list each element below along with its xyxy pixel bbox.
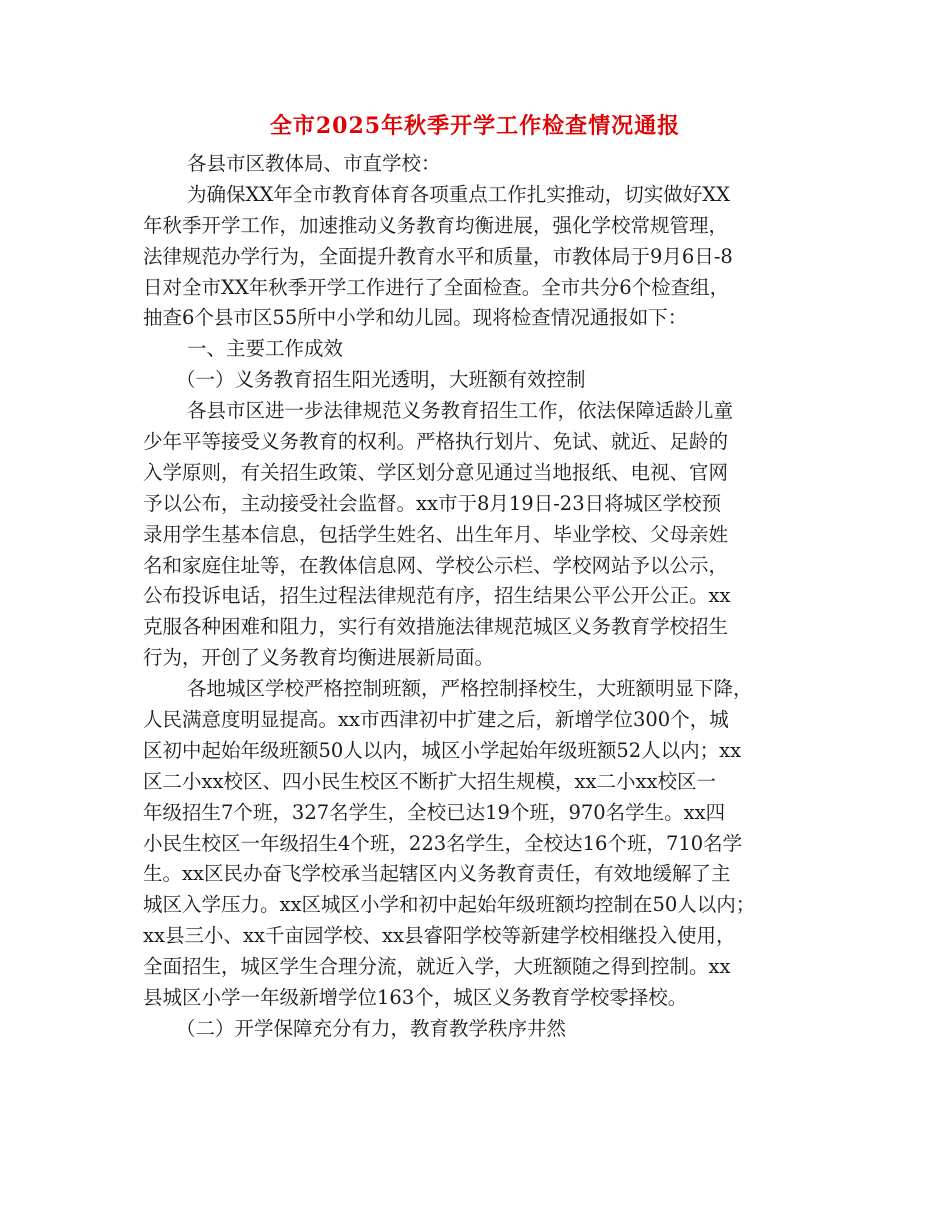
paragraph-line: 克服各种困难和阻力，实行有效措施法律规范城区义务教育学校招生 [143,615,729,639]
intro-paragraph [143,180,815,334]
intro-line: 日对全市XX年秋季开学工作进行了全面检查。全市共分6个检查组， [143,275,730,299]
body-paragraph-2 [143,674,815,1014]
subsection-heading: （一）义务教育招生阳光透明，大班额有效控制 [176,368,586,392]
intro-line: 年秋季开学工作，加速推动义务教育均衡进展，强化学校常规管理， [143,213,729,237]
paragraph-line: 县城区小学一年级新增学位163个，城区义务教育学校零择校。 [143,986,688,1010]
paragraph-line: 予以公布，主动接受社会监督。xx市于8月19日-23日将城区学校预 [143,491,722,515]
body-paragraph-1 [143,396,815,674]
section-heading: 一、主要工作成效 [187,337,344,361]
paragraph-line: 各地城区学校严格控制班额，严格控制择校生，大班额明显下降， [187,677,753,701]
paragraph-line: 行为，开创了义务教育均衡进展新局面。 [143,646,495,670]
paragraph-line: 城区入学压力。xx区城区小学和初中起始年级班额均控制在50人以内； [143,893,756,917]
paragraph-line: 少年平等接受义务教育的权利。严格执行划片、免试、就近、足龄的 [143,430,729,454]
paragraph-line: 名和家庭住址等，在教体信息网、学校公示栏、学校网站予以公示， [143,553,729,577]
subsection-heading: （二）开学保障充分有力，教育教学秩序井然 [176,1016,567,1040]
paragraph-line: 录用学生基本信息，包括学生姓名、出生年月、毕业学校、父母亲姓 [143,522,729,546]
paragraph-line: 生。xx区民办奋飞学校承当起辖区内义务教育责任，有效地缓解了主 [143,862,731,886]
salutation: 各县市区教体局、市直学校： [187,152,441,175]
paragraph-line: 人民满意度明显提高。xx市西津初中扩建之后，新增学位300个，城 [143,708,729,732]
intro-line: 抽查6个县市区55所中小学和幼儿园。现将检查情况通报如下： [143,306,688,330]
paragraph-line: 区二小xx校区、四小民生校区不断扩大招生规模，xx二小xx校区一 [143,769,716,793]
paragraph-line: 各县市区进一步法律规范义务教育招生工作，依法保障适龄儿童 [187,399,734,423]
document-body [143,149,815,1045]
paragraph-line: 公布投诉电话，招生过程法律规范有序，招生结果公平公开公正。xx [143,584,731,608]
document-title: 全市2025年秋季开学工作检查情况通报 [269,113,681,139]
paragraph-line: 小民生校区一年级招生4个班，223名学生，全校达16个班，710名学 [143,831,743,855]
paragraph-line: 全面招生，城区学生合理分流，就近入学，大班额随之得到控制。xx [143,955,731,979]
intro-line: 法律规范办学行为，全面提升教育水平和质量，市教体局于9月6日-8 [143,244,733,268]
paragraph-line: 年级招生7个班，327名学生，全校已达19个班，970名学生。xx四 [143,800,726,824]
intro-line: 为确保XX年全市教育体育各项重点工作扎实推动，切实做好XX [187,182,731,206]
paragraph-line: xx县三小、xx千亩园学校、xx县睿阳学校等新建学校相继投入使用， [143,924,736,948]
paragraph-line: 入学原则，有关招生政策、学区划分意见通过当地报纸、电视、官网 [143,460,729,484]
paragraph-line: 区初中起始年级班额50人以内，城区小学起始年级班额52人以内；xx [143,738,742,762]
